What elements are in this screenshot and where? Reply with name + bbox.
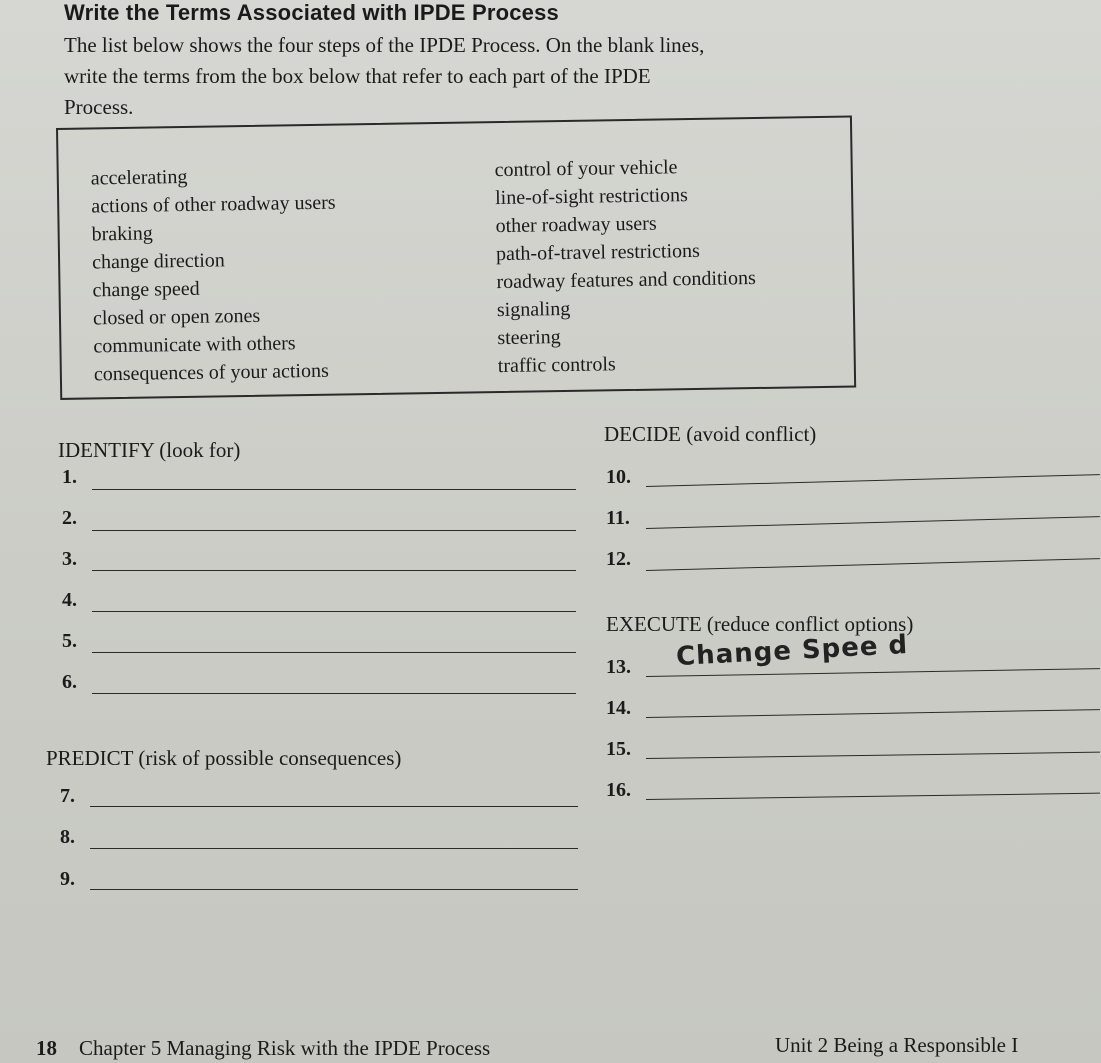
- item-number: 6.: [62, 671, 77, 693]
- term-item: change direction: [91, 249, 225, 274]
- answer-line-10[interactable]: [646, 474, 1100, 487]
- term-item: consequences of your actions: [93, 359, 329, 386]
- page-number: 18: [36, 1036, 57, 1060]
- term-item: other roadway users: [495, 212, 657, 238]
- term-item: communicate with others: [93, 332, 296, 358]
- unit-title: Unit 2 Being a Responsible I: [775, 1033, 1019, 1057]
- item-number: 5.: [62, 630, 77, 652]
- term-item: closed or open zones: [92, 304, 261, 330]
- footer-left: [36, 1036, 490, 1061]
- decide-heading: DECIDE (avoid conflict): [604, 422, 817, 446]
- answer-line-8[interactable]: [90, 848, 578, 849]
- answer-line-7[interactable]: [90, 806, 578, 807]
- identify-heading: IDENTIFY (look for): [58, 438, 241, 462]
- answer-line-1[interactable]: [92, 489, 576, 490]
- answer-line-12[interactable]: [646, 558, 1100, 571]
- answer-line-2[interactable]: [92, 530, 576, 531]
- term-item: traffic controls: [497, 353, 616, 378]
- answer-line-4[interactable]: [92, 611, 576, 612]
- term-item: roadway features and conditions: [496, 267, 756, 294]
- item-number: 12.: [606, 548, 631, 570]
- item-number: 15.: [606, 738, 631, 760]
- item-number: 3.: [62, 548, 77, 570]
- answer-line-16[interactable]: [646, 793, 1100, 800]
- item-number: 16.: [606, 779, 631, 801]
- item-number: 9.: [60, 868, 75, 890]
- worksheet-heading: Write the Terms Associated with IPDE Process: [64, 0, 559, 25]
- answer-line-6[interactable]: [92, 693, 576, 694]
- answer-line-14[interactable]: [646, 709, 1100, 718]
- term-item: change speed: [92, 277, 200, 302]
- answer-line-11[interactable]: [646, 516, 1100, 529]
- predict-heading: PREDICT (risk of possible consequences): [46, 746, 402, 770]
- answer-line-5[interactable]: [92, 652, 576, 653]
- item-number: 11.: [606, 507, 630, 529]
- item-number: 4.: [62, 589, 77, 611]
- item-number: 1.: [62, 466, 77, 488]
- term-item: line-of-sight restrictions: [494, 184, 689, 210]
- term-item: actions of other roadway users: [91, 191, 336, 218]
- term-box: [56, 115, 856, 399]
- term-item: steering: [497, 326, 561, 350]
- answer-line-9[interactable]: [90, 889, 578, 890]
- term-item: braking: [91, 222, 153, 246]
- item-number: 8.: [60, 826, 75, 848]
- item-number: 7.: [60, 785, 75, 807]
- item-number: 13.: [606, 656, 631, 678]
- handwritten-answer-13: Change Spee d: [675, 629, 909, 673]
- item-number: 14.: [606, 697, 631, 719]
- intro-paragraph: The list below shows the four steps of the IPDE Process. On the blank lines, write the terms from the box below that refer to each part of the IPDE Process.: [64, 33, 705, 119]
- term-item: accelerating: [90, 165, 188, 190]
- execute-heading: EXECUTE (reduce conflict options): [606, 612, 914, 636]
- item-number: 2.: [62, 507, 77, 529]
- term-item: path-of-travel restrictions: [495, 239, 700, 266]
- answer-line-15[interactable]: [646, 752, 1100, 759]
- answer-line-3[interactable]: [92, 570, 576, 571]
- term-item: signaling: [496, 297, 571, 322]
- chapter-title: Chapter 5 Managing Risk with the IPDE Process: [79, 1036, 491, 1060]
- term-item: control of your vehicle: [494, 156, 678, 182]
- item-number: 10.: [606, 466, 631, 488]
